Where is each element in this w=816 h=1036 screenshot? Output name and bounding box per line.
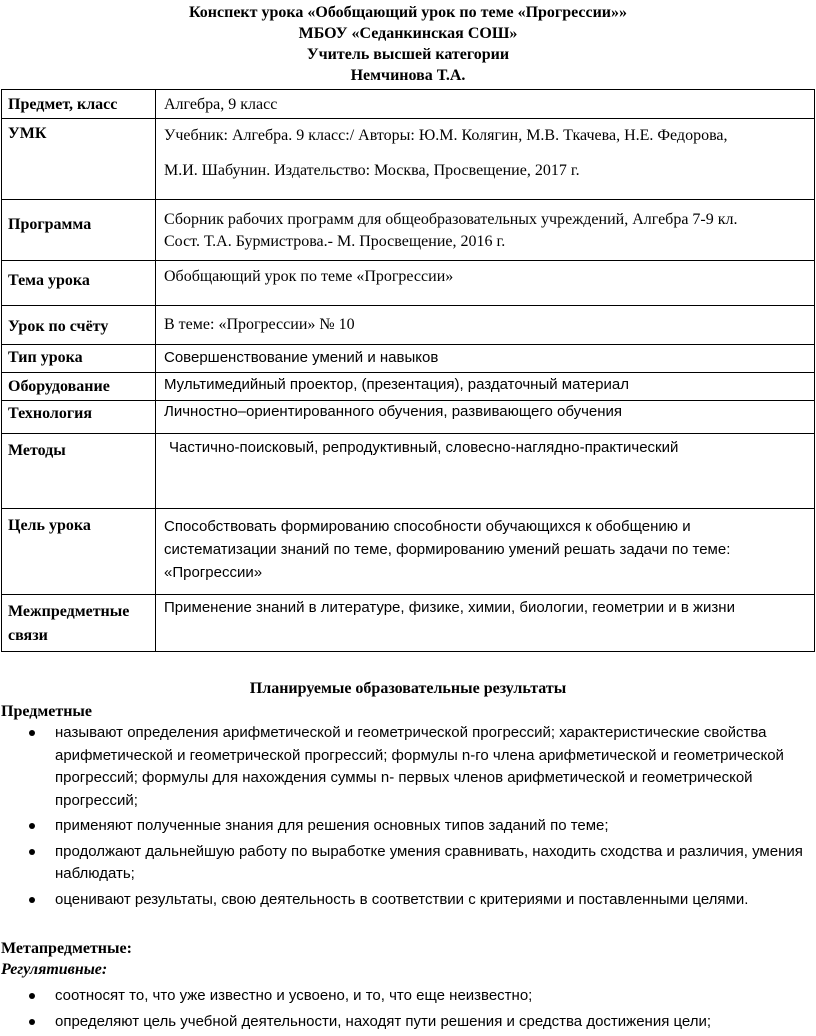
table-row: [2, 119, 815, 200]
results-title: Планируемые образовательные результаты: [249, 680, 567, 697]
row-value: В теме: «Прогрессии» № 10: [156, 306, 815, 345]
list-item: соотносят то, что уже известно и усвоено, и то, что еще неизвестно;: [0, 985, 810, 1008]
table-row: [2, 434, 815, 509]
bullet-icon: [29, 1019, 35, 1025]
bullet-icon: [29, 849, 35, 855]
list-item: продолжают дальнейшую работу по выработке умения сравнивать, находить сходства и различия, умения наблюдать;: [0, 841, 810, 886]
umk-line-2: М.И. Шабунин. Издательство: Москва, Просвещение, 2017 г.: [164, 162, 580, 179]
table-row: [2, 200, 815, 261]
regulatory-heading: Регулятивные:: [1, 961, 108, 978]
school-name: МБОУ «Седанкинская СОШ»: [298, 25, 518, 42]
goal-line-3: «Прогрессии»: [164, 564, 263, 581]
row-value: Частично-поисковый, репродуктивный, словесно-наглядно-практический: [156, 434, 815, 509]
bullet-icon: [29, 897, 35, 903]
row-value: Мультимедийный проектор, (презентация), раздаточный материал: [156, 373, 815, 401]
document-header: [0, 0, 816, 86]
bullet-icon: [29, 823, 35, 829]
list-item: определяют цель учебной деятельности, находят пути решения и средства достижения цели;: [0, 1011, 810, 1034]
umk-line-1: Учебник: Алгебра. 9 класс:/ Авторы: Ю.М. Колягин, М.В. Ткачева, Н.Е. Федорова,: [164, 127, 728, 144]
list-item: называют определения арифметической и геометрической прогрессий; характеристические свойства арифметической и геометрической прогрессий; формулы n-го члена арифметической и геометрической прогрессий; формулы для нахождения суммы n- первых членов арифметической и геометрической прогрессий;: [0, 722, 810, 812]
row-label: Предмет, класс: [2, 90, 156, 119]
row-value: Совершенствование умений и навыков: [156, 345, 815, 373]
goal-line-1: Способствовать формированию способности обучающихся к обобщению и: [164, 518, 691, 535]
table-row: [2, 401, 815, 434]
row-value: Применение знаний в литературе, физике, химии, биологии, геометрии и в жизни: [156, 595, 815, 652]
table-row: [2, 595, 815, 652]
row-value: Обобщающий урок по теме «Прогрессии»: [156, 261, 815, 306]
lesson-title: Конспект урока «Обобщающий урок по теме «Прогрессии»»: [188, 4, 628, 21]
regulatory-results-list: [0, 985, 810, 1036]
row-label: Цель урока: [2, 509, 156, 595]
teacher-category: Учитель высшей категории: [306, 46, 510, 63]
row-label: Тип урока: [2, 345, 156, 373]
interdisciplinary-label-2: связи: [8, 627, 48, 644]
table-row: [2, 509, 815, 595]
row-value: [156, 119, 815, 200]
row-value: [156, 509, 815, 595]
list-item: оценивают результаты, свою деятельность в соответствии с критериями и поставленными целями.: [0, 889, 810, 912]
bullet-icon: [29, 730, 35, 736]
row-value: Алгебра, 9 класс: [156, 90, 815, 119]
row-label: Урок по счёту: [2, 306, 156, 345]
lesson-info-table: [1, 89, 815, 652]
row-value: [156, 200, 815, 261]
row-label: Программа: [2, 200, 156, 261]
subject-heading: Предметные: [1, 703, 92, 720]
meta-heading: Метапредметные:: [1, 940, 132, 957]
interdisciplinary-label-1: Межпредметные: [8, 603, 130, 620]
table-row: [2, 306, 815, 345]
row-label: УМК: [2, 119, 156, 200]
program-line-1: Сборник рабочих программ для общеобразовательных учреждений, Алгебра 7-9 кл.: [164, 211, 738, 228]
goal-line-2: систематизации знаний по теме, формированию умений решать задачи по теме:: [164, 541, 731, 558]
row-label: Технология: [2, 401, 156, 434]
row-label: [2, 595, 156, 652]
row-label: Тема урока: [2, 261, 156, 306]
row-value: Личностно–ориентированного обучения, развивающего обучения: [156, 401, 815, 434]
table-row: [2, 90, 815, 119]
subject-results-list: [0, 722, 810, 914]
table-row: [2, 261, 815, 306]
row-label: Оборудование: [2, 373, 156, 401]
table-row: [2, 345, 815, 373]
list-item: применяют полученные знания для решения основных типов заданий по теме;: [0, 815, 810, 838]
row-label: Методы: [2, 434, 156, 509]
bullet-icon: [29, 993, 35, 999]
teacher-name: Немчинова Т.А.: [350, 67, 466, 84]
program-line-2: Сост. Т.А. Бурмистрова.- М. Просвещение, 2016 г.: [164, 233, 506, 250]
table-row: [2, 373, 815, 401]
